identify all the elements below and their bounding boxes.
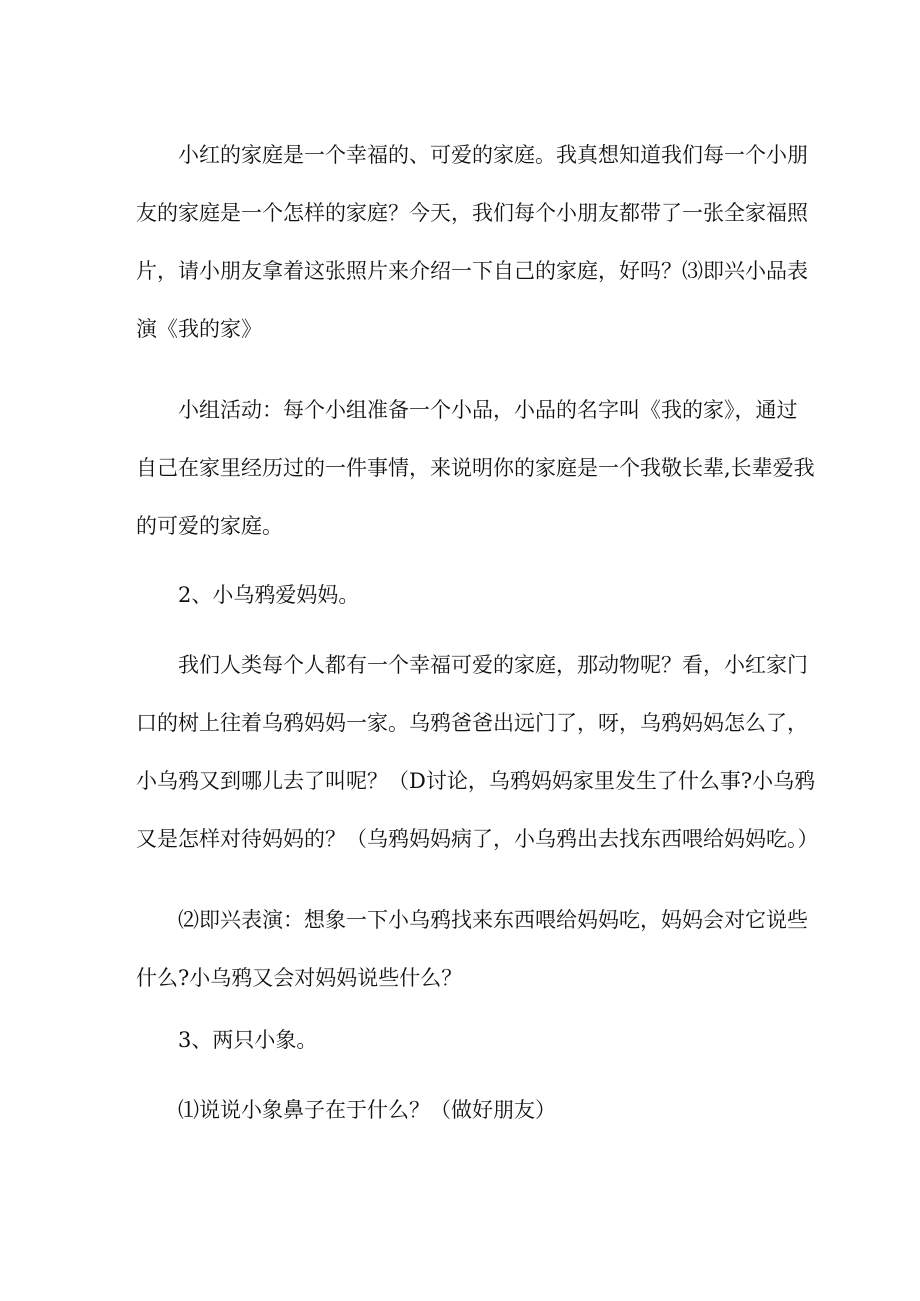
paragraph-2 [136,395,815,541]
paragraph-line: 片，请小朋友拿着这张照片来介绍一下自己的家庭，好吗？⑶即兴小品表 [136,259,808,283]
paragraph-7 [136,1095,786,1125]
paragraph-line: 什么?小乌鸦又会对妈妈说些什么？ [136,966,463,990]
paragraph-4 [136,650,819,854]
paragraph-line: 演《我的家》 [136,317,262,341]
paragraph-line: 小组活动：每个小组准备一个小品，小品的名字叫《我的家》，通过 [178,398,798,422]
paragraph-line: 友的家庭是一个怎样的家庭？今天，我们每个小朋友都带了一张全家福照 [136,201,808,225]
paragraph-line: 我们人类每个人都有一个幸福可爱的家庭，那动物呢？看，小红家门 [178,653,808,677]
section-heading: 2、小乌鸦爱妈妈。 [178,583,360,607]
paragraph-line: 又是怎样对待妈妈的？（乌鸦妈妈病了，小乌鸦出去找东西喂给妈妈吃。） [136,827,819,851]
paragraph-line: 口的树上往着乌鸦妈妈一家。乌鸦爸爸出远门了，呀，乌鸦妈妈怎么了， [136,711,808,735]
paragraph-line: ⑴说说小象鼻子在于什么？（做好朋友） [178,1098,556,1122]
paragraph-line: 的可爱的家庭。 [136,514,283,538]
section-heading-3 [136,1025,786,1055]
paragraph-line: ⑵即兴表演：想象一下小乌鸦找来东西喂给妈妈吃，妈妈会对它说些 [178,908,808,932]
section-heading: 3、两只小象。 [178,1028,318,1052]
paragraph-line: 自己在家里经历过的一件事情，来说明你的家庭是一个我敬长辈,长辈爱我 [136,456,815,480]
paragraph-line: 小乌鸦又到哪儿去了叫呢？（D讨论，乌鸦妈妈家里发生了什么事?小乌鸦 [136,769,816,793]
paragraph-1 [136,140,808,344]
section-heading-2 [136,580,786,610]
paragraph-line: 小红的家庭是一个幸福的、可爱的家庭。我真想知道我们每一个小朋 [178,143,808,167]
paragraph-5 [136,905,808,993]
